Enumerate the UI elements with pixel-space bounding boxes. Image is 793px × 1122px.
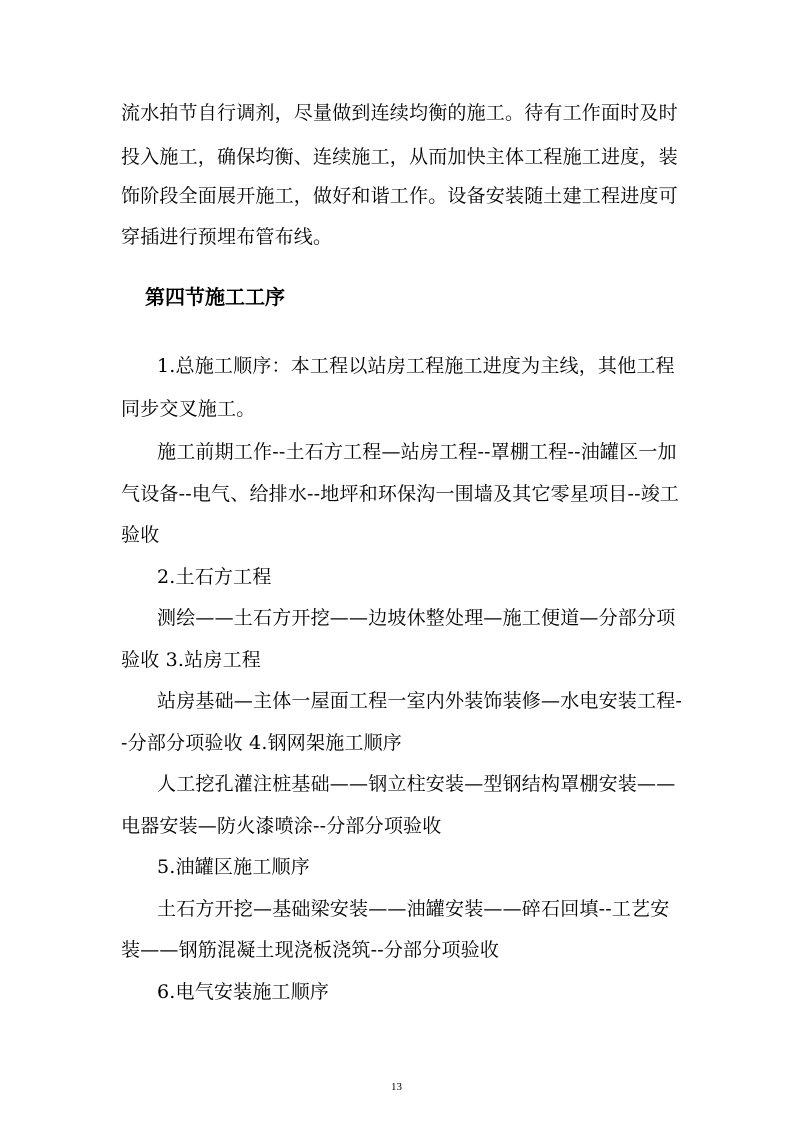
text-line: 饰阶段全面展开施工，做好和谐工作。设备安装随土建工程进度可 [121,185,678,207]
text-line: 气设备--电气、给排水--地坪和环保沟一围墙及其它零星项目--竣工 [121,483,680,505]
text-line: 投入施工，确保均衡、连续施工，从而加快主体工程施工进度，装 [121,146,678,168]
text-line: 同步交叉施工。 [121,398,256,420]
text-line: 电器安装—防火漆喷涂--分部分项验收 [121,815,442,837]
text-line: 穿插进行预埋布管布线。 [121,226,333,248]
text-line: 测绘——土石方开挖——边坡休整处理—施工便道—分部分项 [157,607,676,629]
item-6-title: 6.电气安装施工顺序 [157,981,330,1003]
text-line: -分部分项验收 4.钢网架施工顺序 [121,732,402,754]
item-2-title: 2.土石方工程 [157,566,272,588]
page-number: 13 [391,1081,402,1093]
text-line: 验收 [121,524,160,546]
text-line: 施工前期工作--土石方工程—站房工程--罩棚工程--油罐区一加 [157,441,677,463]
text-line: 验收 3.站房工程 [121,649,261,671]
item-5-title: 5.油罐区施工顺序 [157,856,310,878]
text-line: 站房基础—主体一屋面工程一室内外装饰装修—水电安装工程- [157,690,683,712]
text-line: 1.总施工顺序：本工程以站房工程施工进度为主线，其他工程 [157,355,675,377]
text-line: 土石方开挖—基础梁安装——油罐安装——碎石回填--工艺安 [157,898,670,920]
text-line: 人工挖孔灌注桩基础——钢立柱安装—型钢结构罩棚安装—— [157,773,676,795]
section-heading: 第四节施工工序 [145,285,285,309]
text-line: 装——钢筋混凝土现浇板浇筑--分部分项验收 [121,939,500,961]
text-line: 流水拍节自行调剂，尽量做到连续均衡的施工。待有工作面时及时 [121,102,678,124]
